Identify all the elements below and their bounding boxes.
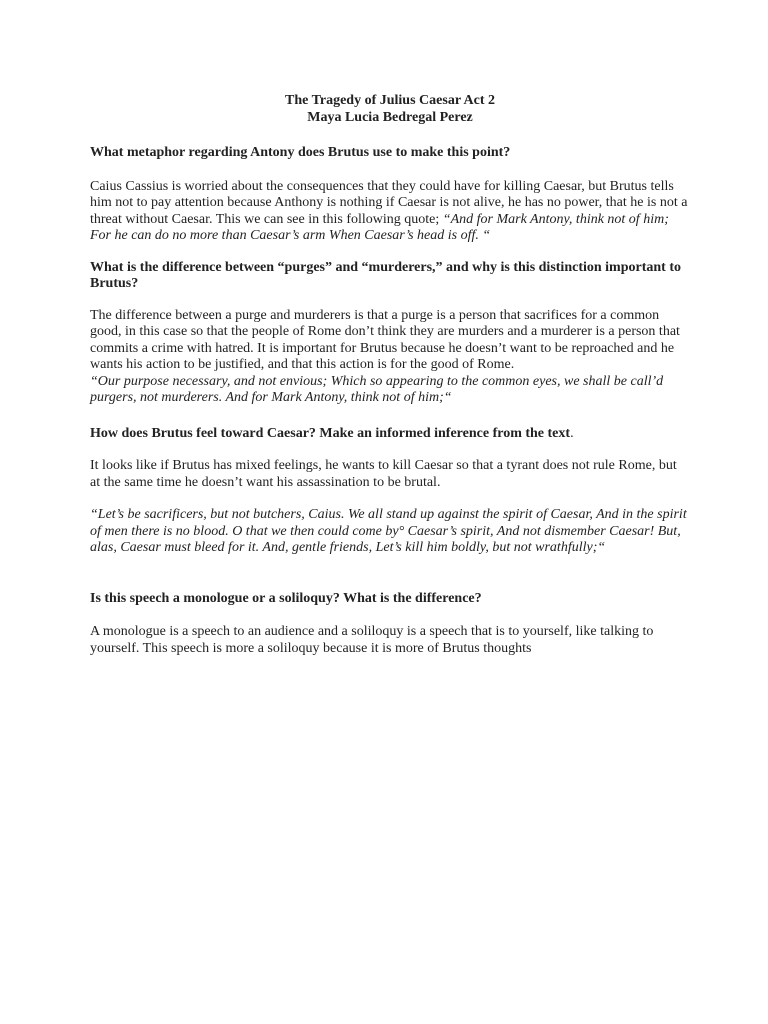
question-3-period: . — [570, 425, 574, 441]
question-3-text: How does Brutus feel toward Caesar? Make an informed inference from the text — [90, 425, 571, 441]
document-title: The Tragedy of Julius Caesar Act 2 — [284, 93, 495, 108]
answer-4: A monologue is a speech to an audience and a soliloquy is a speech that is to yourself, like talking to yourself. This speech is more a soliloquy because it is more of Brutus thoughts — [90, 624, 654, 656]
quote-2: “Our purpose necessary, and not envious; Which so appearing to the common eyes, we shall be call’d purgers, not murderers. And for Mark Antony, think not of him;“ — [90, 373, 664, 405]
quote-3: “Let’s be sacrificers, but not butchers, Caius. We all stand up against the spirit of Caesar, And in the spirit of men there is no blood. O that we then could come by° Caesar’s spirit, And not dismember Caesar! But, alas, Caesar must bleed for it. And, gentle friends, Let’s kill him boldly, but not wrathfully;“ — [90, 507, 687, 555]
question-4 — [90, 591, 690, 608]
document-body — [90, 92, 690, 657]
answer-1-text: Caius Cassius is worried about the consequences that they could have for killing Caesar, but Brutus tells him not to pay attention because Anthony is nothing if Caesar is not alive, he has no power, that he is not a threat without Caesar. This we can see in this following quote; — [90, 178, 688, 227]
question-2 — [90, 260, 690, 293]
question-1 — [90, 145, 690, 162]
answer-2: The difference between a purge and murderers is that a purge is a person that sacrifices for a common good, in this case so that the people of Rome don’t think they are murders and a murderer is a person that commits a crime with hatred. It is important for Brutus because he doesn’t want to be reproached and he wants his action to be justified, and that this action is for the good of Rome. — [90, 307, 680, 372]
document-author: Maya Lucia Bedregal Perez — [307, 110, 473, 125]
question-3 — [90, 426, 690, 443]
answer-1-quote: “And for Mark Antony, think not of him; For he can do no more than Caesar’s arm When Caesar’s head is off. “ — [90, 211, 669, 243]
answer-3: It looks like if Brutus has mixed feelings, he wants to kill Caesar so that a tyrant does not rule Rome, but at the same time he doesn’t want his assassination to be brutal. — [90, 458, 677, 490]
question-1-text: What metaphor regarding Antony does Brutus use to make this point? — [90, 145, 511, 160]
question-4-text: Is this speech a monologue or a soliloquy? What is the difference? — [90, 590, 482, 606]
question-2-text: What is the difference between “purges” and “murderers,” and why is this distinction important to Brutus? — [90, 259, 681, 291]
answer-1 — [90, 179, 690, 245]
